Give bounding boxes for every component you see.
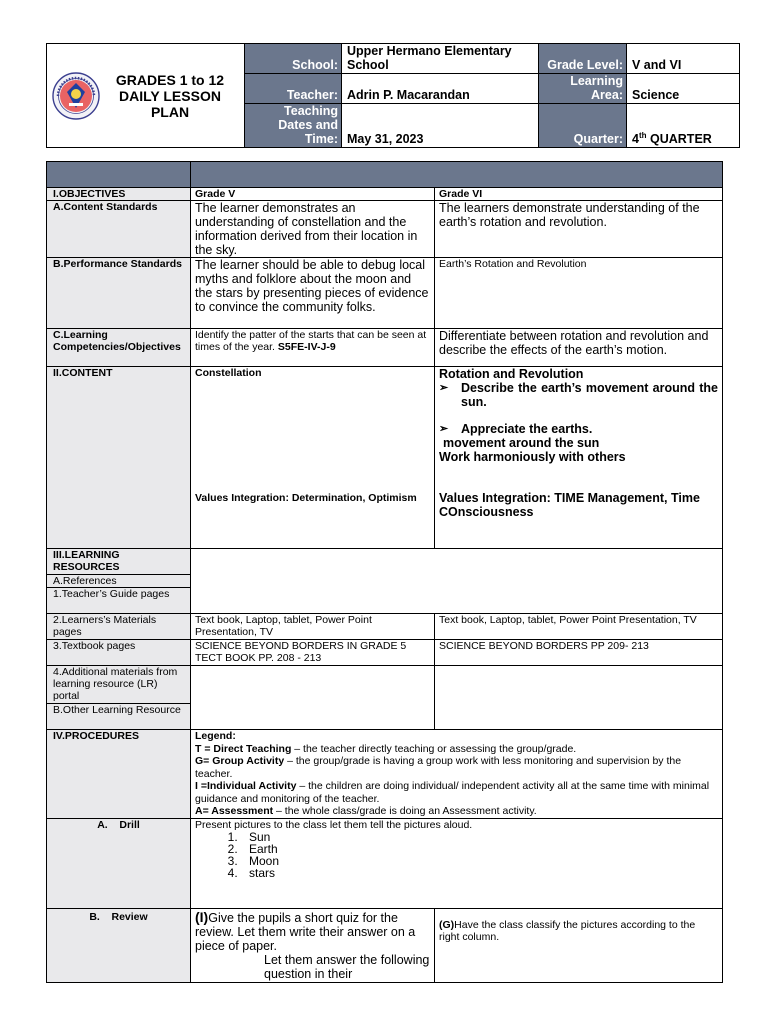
competencies-vi: Differentiate between rotation and revolution and describe the effects of the earth’s motion. [435,329,723,367]
procedures-label: IV.PROCEDURES [47,730,191,819]
resources-label: III.LEARNING RESOURCES [47,549,191,575]
review-v-body: Give the pupils a short quiz for the review. Let them write their answer on a piece of paper. [195,910,416,953]
references-label: A.References [47,575,191,588]
legend-a-key: A= Assessment [195,805,274,817]
header-logo-cell [47,44,245,148]
legend-i-text: – the children are doing individual/ independent activity all at the same time with minimal guidance and monitoring of the teacher. [195,780,710,805]
quarter-value [627,104,740,148]
review-grade-vi [435,908,723,982]
review-v-mark: (I) [195,908,209,925]
competencies-v-text: Identify the patter of the starts that can be seen at times of the year. [195,329,427,353]
review-label [47,908,191,982]
drill-item: 3. Moon [241,855,718,867]
content-standards-label: A.Content Standards [47,201,191,258]
objectives-label: I.OBJECTIVES [47,188,191,201]
legend-assessment [195,805,718,818]
grade-v-heading: Grade V [191,188,435,201]
content-grade-v [191,367,435,549]
review-letter: B. [89,910,100,923]
learning-area-value: Science [627,74,740,104]
quarter-suffix: th [638,130,647,140]
learners-materials-v: Text book, Laptop, tablet, Power Point Presentation, TV [191,614,435,640]
grade-level-value: V and VI [627,44,740,74]
competencies-row [47,329,723,367]
legend-i-key: I =Individual Activity [195,780,297,792]
dates-label: Teaching Dates and Time: [245,104,342,148]
content-label: II.CONTENT [47,367,191,549]
additional-materials-row [47,666,723,704]
content-vi-bullet-2-text: Appreciate the earths. [461,422,593,436]
learners-materials-label: 2.Learners’s Materials pages [47,614,191,640]
grade-vi-heading: Grade VI [435,188,723,201]
textbook-vi: SCIENCE BEYOND BORDERS PP 209- 213 [435,640,723,666]
legend-individual-activity [195,780,718,805]
legend-cell [191,730,723,819]
objectives-row [47,188,723,201]
additional-materials-label: 4.Additional materials from learning resource (LR) portal [47,666,191,704]
resources-row [47,549,723,575]
content-standards-row [47,201,723,258]
content-vi-bullet-2 [439,422,718,436]
content-vi-bullet-1-text: Describe the earth’s movement around the sun. [461,381,718,409]
competencies-v-code: S5FE-IV-J-9 [277,341,336,353]
legend-g-text: – the group/grade is having a group work with less monitoring and supervision by the teacher. [195,755,682,780]
content-vi-values: Values Integration: TIME Management, Time COnsciousness [439,491,700,519]
drill-label [47,818,191,908]
dates-value: May 31, 2023 [342,104,539,148]
legend-direct-teaching [195,743,718,756]
quarter-number: 4 [632,132,639,146]
resources-blank [191,549,723,614]
drill-list [195,831,718,879]
content-v-topic: Constellation [195,367,262,379]
learners-materials-vi: Text book, Laptop, tablet, Power Point Presentation, TV [435,614,723,640]
content-vi-bullet-1 [439,381,718,409]
review-v-cont: Let them answer the following question in their [264,952,430,981]
drill-content [191,818,723,908]
teacher-value: Adrin P. Macarandan [342,74,539,104]
drill-item: 4. stars [241,867,718,879]
content-standards-v: The learner demonstrates an understanding of constellation and the information derived from their location in the sky. [191,201,435,258]
textbook-row [47,640,723,666]
performance-standards-v: The learner should be able to debug local myths and folklore about the moon and the stars by presenting pieces of evidence to convince the community folks. [191,258,435,329]
lesson-plan-title: GRADES 1 to 12 DAILY LESSON PLAN [115,71,225,120]
drill-label-text: Drill [119,818,140,831]
performance-standards-row [47,258,723,329]
band-left [47,162,191,188]
legend-a-text: – the whole class/grade is doing an Assessment activity. [273,805,537,817]
review-v-text [195,910,430,953]
textbook-v: SCIENCE BEYOND BORDERS IN GRADE 5 TECT BOOK PP. 208 - 213 [191,640,435,666]
section-band [47,162,723,188]
competencies-v [191,329,435,367]
school-label: School: [245,44,342,74]
performance-standards-label: B.Performance Standards [47,258,191,329]
arrow-bullet-icon: ➢ [439,382,449,394]
content-standards-vi: The learners demonstrate understanding of the earth’s rotation and revolution. [435,201,723,258]
review-vi-mark: (G) [439,918,455,931]
legend-title: Legend: [195,730,236,742]
procedures-row [47,730,723,819]
legend-t-text: – the teacher directly teaching or assessing the group/grade. [291,742,577,755]
content-row [47,367,723,549]
legend-t-key: T = Direct Teaching [195,742,292,755]
competencies-label: C.Learning Competencies/Objectives [47,329,191,367]
review-grade-v [191,908,435,982]
school-value: Upper Hermano Elementary School [342,44,539,74]
arrow-bullet-icon: ➢ [439,423,449,435]
content-v-values: Values Integration: Determination, Optimism [195,492,417,504]
teacher-label: Teacher: [245,74,342,104]
quarter-word: QUARTER [650,132,712,146]
teachers-guide-label: 1.Teacher’s Guide pages [47,588,191,614]
drill-text: Present pictures to the class let them tell the pictures aloud. [195,818,473,831]
additional-v [191,666,435,730]
review-row [47,908,723,982]
review-vi-body: Have the class classify the pictures according to the right column. [439,918,696,943]
review-label-text: Review [111,910,148,923]
deped-seal-icon [52,72,100,120]
other-resources-label: B.Other Learning Resource [47,704,191,730]
learners-materials-row [47,614,723,640]
grade-level-label: Grade Level: [539,44,627,74]
quarter-label: Quarter: [539,104,627,148]
drill-letter: A. [97,818,108,831]
additional-vi [435,666,723,730]
band-right [191,162,723,188]
drill-item: 2. Earth [241,843,718,855]
legend-g-key: G= Group Activity [195,755,285,767]
learning-area-label: Learning Area: [539,74,627,104]
header-table [46,43,740,148]
performance-standards-vi: Earth’s Rotation and Revolution [435,258,723,329]
content-grade-vi [435,367,723,549]
content-vi-topic: Rotation and Revolution [439,367,584,381]
textbook-label: 3.Textbook pages [47,640,191,666]
legend-group-activity [195,755,718,780]
drill-item: 1. Sun [241,831,718,843]
lesson-plan-table [46,161,723,983]
drill-row [47,818,723,908]
content-vi-line-4: Work harmoniously with others [439,450,626,464]
content-vi-line-3: movement around the sun [443,436,600,450]
